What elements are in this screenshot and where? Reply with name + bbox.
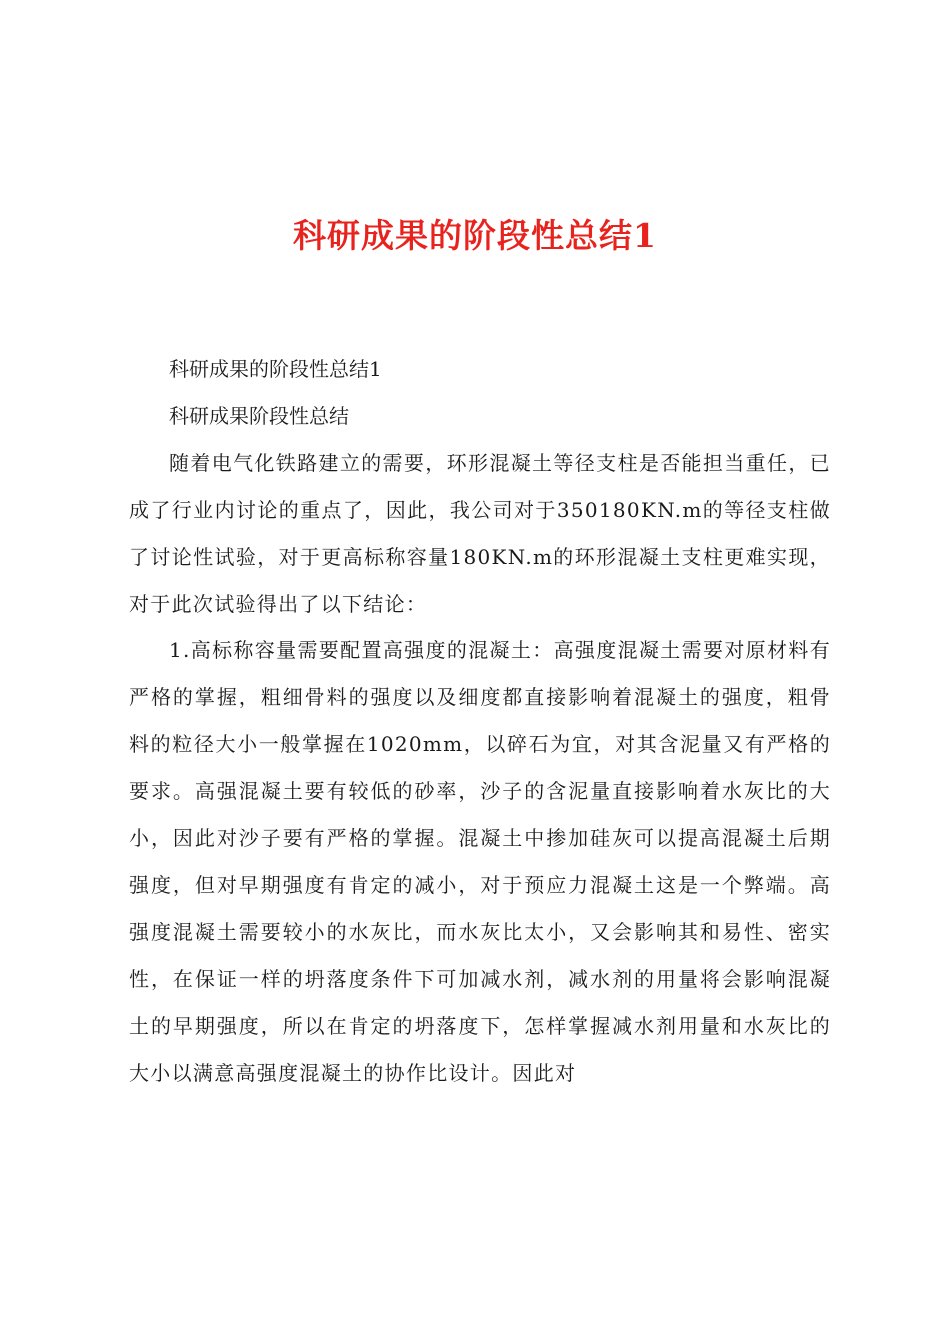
- paragraph-intro: 随着电气化铁路建立的需要，环形混凝土等径支柱是否能担当重任，已成了行业内讨论的重点了，因此，我公司对于350180KN.m的等径支柱做了讨论性试验，对于更高标称容量180KN.m的环形混凝土支柱更难实现，对于此次试验得出了以下结论：: [129, 450, 831, 616]
- document-body: [129, 346, 831, 1097]
- paragraph-subheading: 科研成果阶段性总结: [169, 403, 349, 428]
- paragraph-conclusion-1: 1.高标称容量需要配置高强度的混凝土：高强度混凝土需要对原材料有严格的掌握，粗细骨料的强度以及细度都直接影响着混凝土的强度，粗骨料的粒径大小一般掌握在1020mm，以碎石为宜，对其含泥量又有严格的要求。高强混凝土要有较低的砂率，沙子的含泥量直接影响着水灰比的大小，因此对沙子要有严格的掌握。混凝土中掺加硅灰可以提高混凝土后期强度，但对早期强度有肯定的减小，对于预应力混凝土这是一个弊端。高强度混凝土需要较小的水灰比，而水灰比太小，又会影响其和易性、密实性，在保证一样的坍落度条件下可加减水剂，减水剂的用量将会影响混凝土的早期强度，所以在肯定的坍落度下，怎样掌握减水剂用量和水灰比的大小以满意高强度混凝土的协作比设计。因此对: [129, 638, 831, 1085]
- paragraph-heading-repeat: 科研成果的阶段性总结1: [169, 357, 382, 381]
- document-title: 科研成果的阶段性总结1: [293, 216, 657, 255]
